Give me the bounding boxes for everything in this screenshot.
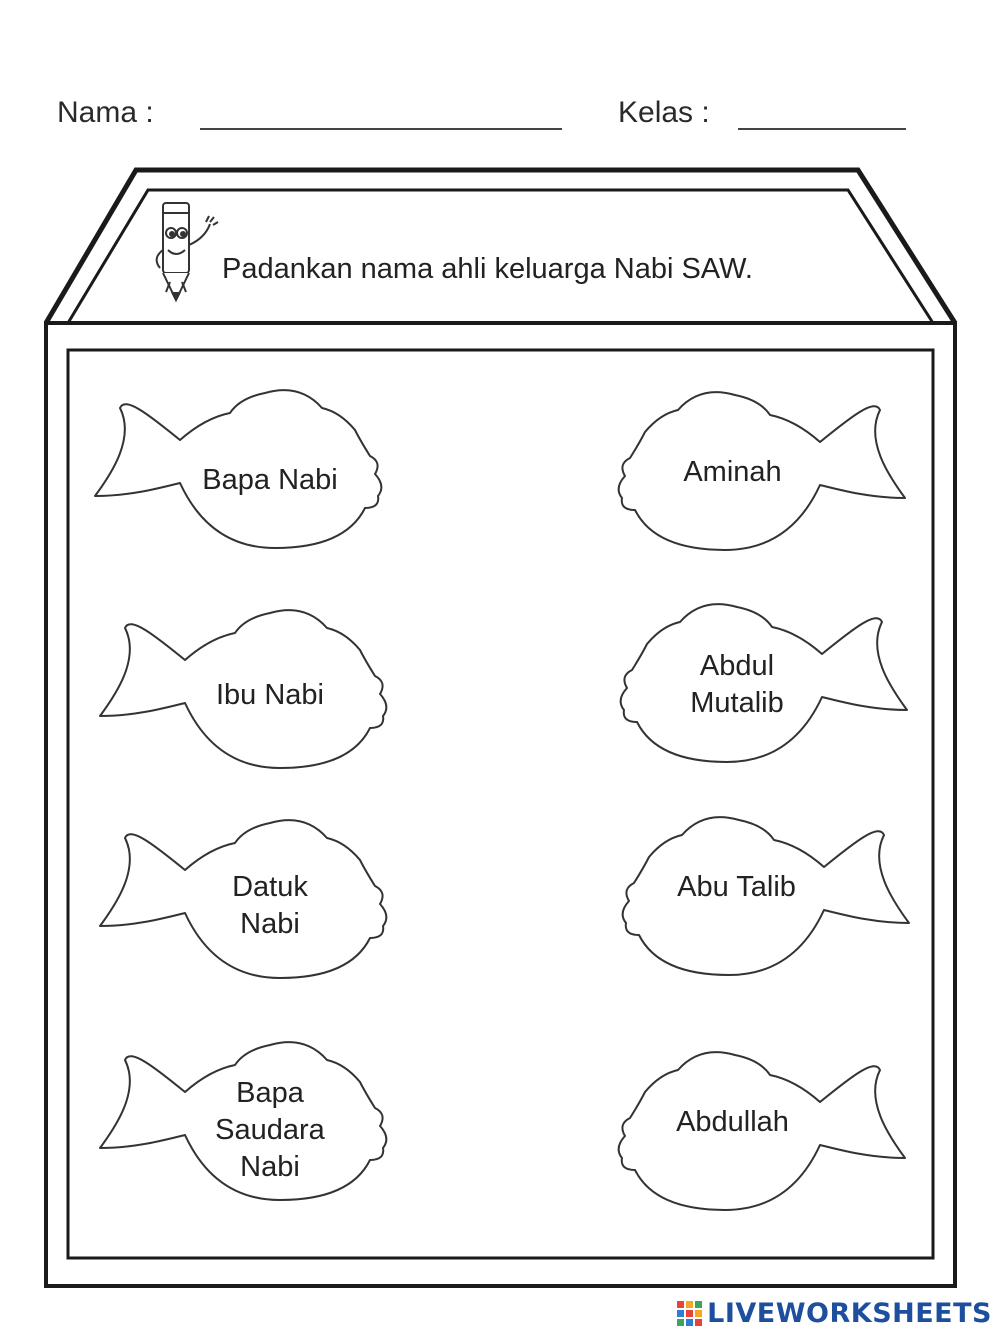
instruction-text: Padankan nama ahli keluarga Nabi SAW. [222,253,753,285]
liveworksheets-text: LIVEWORKSHEETS [707,1298,992,1329]
left-fish-1-label [180,433,360,528]
right-fish-4[interactable] [610,1040,910,1215]
right-fish-3-line-1: Abu Talib [677,871,796,903]
left-fish-3-label [175,858,365,953]
left-fish-2-line-1: Ibu Nabi [215,679,324,711]
name-label: Nama : [57,96,154,129]
left-fish-2-label [175,648,365,743]
right-fish-3[interactable] [614,805,914,980]
left-fish-2[interactable] [95,598,395,773]
right-fish-2[interactable] [612,592,912,767]
right-fish-4-label [640,1075,825,1170]
left-fish-4-label [175,1070,365,1190]
liveworksheets-logo [677,1298,992,1329]
left-fish-3-line-2: Nabi [240,907,300,940]
right-fish-2-line-2: Mutalib [690,686,784,719]
right-fish-1-label [640,425,825,520]
left-fish-4-line-3: Nabi [240,1150,300,1183]
left-fish-3-line-1: Datuk [232,870,308,903]
right-fish-2-label [642,632,832,737]
right-fish-3-label [639,840,834,935]
left-fish-3[interactable] [95,808,395,983]
liveworksheets-grid-icon [677,1301,703,1327]
right-fish-4-line-1: Abdullah [676,1106,789,1138]
left-fish-1[interactable] [90,378,390,553]
left-fish-1-line-1: Bapa Nabi [202,464,338,496]
left-fish-4-line-2: Saudara [215,1113,325,1146]
pencil-mascot-icon [157,203,218,300]
left-fish-4-line-1: Bapa [236,1076,304,1109]
right-fish-2-line-1: Abdul [699,649,775,682]
left-fish-4[interactable] [95,1030,395,1205]
class-label: Kelas : [618,96,710,129]
right-fish-1[interactable] [610,380,910,555]
right-fish-1-line-1: Aminah [683,456,782,488]
